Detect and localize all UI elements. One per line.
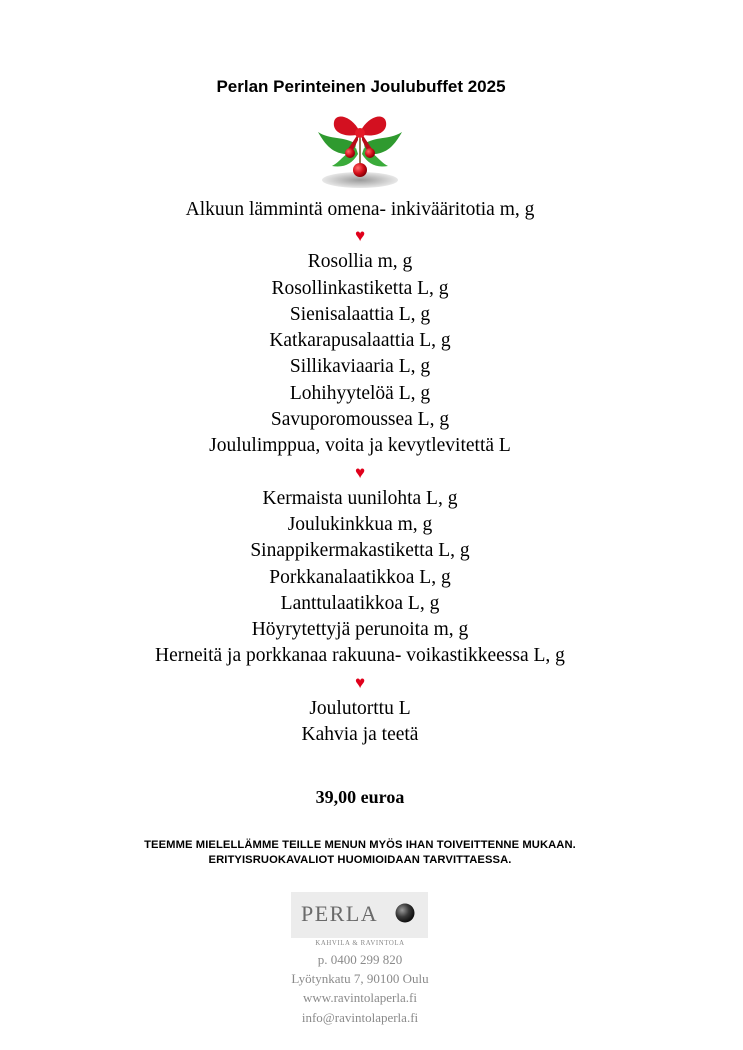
heart-separator-icon: ♥ xyxy=(354,226,366,246)
menu-item-cold-4: Katkarapusalaattia L, g xyxy=(269,330,451,352)
email-link[interactable]: info@ravintolaperla.fi xyxy=(301,1009,419,1025)
menu-item-warm-2: Joulukinkkua m, g xyxy=(287,513,433,535)
menu-item-dessert-2: Kahvia ja teetä xyxy=(301,724,419,746)
menu-item-warm-6: Höyrytettyjä perunoita m, g xyxy=(251,619,469,641)
logo-word: PERLA xyxy=(301,901,379,926)
menu-item-cold-1: Rosollia m, g xyxy=(307,251,413,273)
pearl-ball-icon xyxy=(395,903,415,923)
address: Lyötynkatu 7, 90100 Oulu xyxy=(291,971,429,987)
price: 39,00 euroa xyxy=(315,787,405,807)
perla-logo xyxy=(291,892,428,938)
menu-item-cold-5: Sillikaviaaria L, g xyxy=(289,356,431,378)
menu-item-cold-3: Sienisalaattia L, g xyxy=(289,303,431,325)
page-title: Perlan Perinteinen Joulubuffet 2025 xyxy=(216,77,506,96)
menu-list xyxy=(0,197,720,748)
menu-item-cold-2: Rosollinkastiketta L, g xyxy=(271,277,449,299)
contact-info xyxy=(0,950,720,1027)
menu-item-warm-5: Lanttulaatikkoa L, g xyxy=(280,592,440,614)
menu-item-cold-6: Lohihyytelöä L, g xyxy=(289,382,431,404)
menu-item-cold-8: Joululimppua, voita ja kevytlevitettä L xyxy=(209,435,511,457)
menu-item-warm-3: Sinappikermakastiketta L, g xyxy=(250,540,470,562)
menu-item-dessert-1: Joulutorttu L xyxy=(309,697,411,719)
menu-item-starter: Alkuun lämmintä omena- inkivääritotia m, g xyxy=(185,199,535,220)
menu-item-warm-4: Porkkanalaatikkoa L, g xyxy=(269,566,451,588)
notice-line: TEEMME MIELELLÄMME TEILLE MENUN MYÖS IHAN TOIVEITTENNE MUKAAN. xyxy=(144,839,576,851)
heart-separator-icon: ♥ xyxy=(354,462,366,482)
menu-item-warm-1: Kermaista uunilohta L, g xyxy=(262,487,458,509)
logo-subtitle: KAHVILA & RAVINTOLA xyxy=(315,940,405,947)
phone: p. 0400 299 820 xyxy=(317,952,403,967)
website-link[interactable]: www.ravintolaperla.fi xyxy=(303,990,417,1006)
menu-item-cold-7: Savuporomoussea L, g xyxy=(270,409,450,431)
christmas-bow-berries-icon xyxy=(312,106,408,192)
menu-item-warm-7: Herneitä ja porkkanaa rakuuna- voikastikkeessa L, g xyxy=(155,645,565,667)
heart-separator-icon: ♥ xyxy=(354,672,366,692)
custom-menu-notice xyxy=(0,838,720,868)
notice-line: ERITYISRUOKAVALIOT HUOMIOIDAAN TARVITTAESSA. xyxy=(208,854,512,866)
